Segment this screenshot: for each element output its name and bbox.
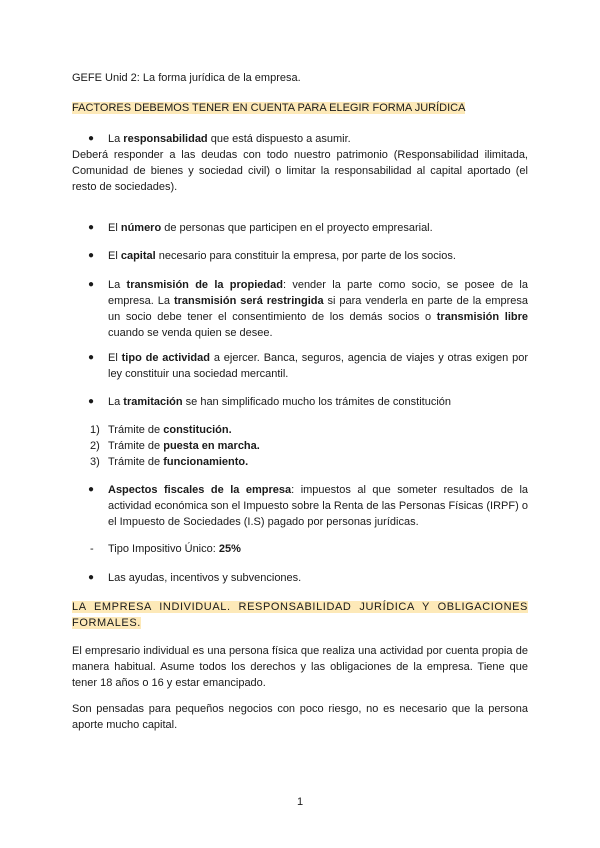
section-heading-empresa-individual (72, 599, 528, 631)
numbered-item-2 (90, 438, 260, 454)
text: : impuestos al que someter resultados de la actividad económica son el Impuesto sobre la Renta de las Personas Físicas (IRPF) o el Impuesto de Sociedades (I.S) pagado por personas jurídicas. (108, 484, 529, 528)
text: La (108, 396, 124, 408)
bullet-icon: ● (88, 396, 95, 407)
page-number: 1 (296, 796, 304, 808)
text: necesario para constituir la empresa, por parte de los socios. (155, 250, 456, 262)
text: Trámite de (108, 456, 164, 468)
item-number: 2) (90, 440, 100, 452)
bullet-icon: ● (88, 222, 95, 233)
item-number: 3) (90, 456, 100, 468)
numbered-item-3 (90, 454, 248, 470)
bullet-icon: ● (88, 572, 95, 583)
text: si para venderla en parte de la empresa un socio debe tener el consentimiento de los demás socios o (108, 295, 529, 323)
text: El (108, 352, 122, 364)
paragraph-pequenos-negocios: Son pensadas para pequeños negocios con poco riesgo, no es necesario que la persona aporte mucho capital. (72, 703, 528, 731)
paragraph-responsabilidad: Deberá responder a las deudas con todo nuestro patrimonio (Responsabilidad ilimitada, Comunidad de bienes y sociedad civil) o limitar la responsabilidad al capital aportado (el resto de sociedades). (72, 149, 528, 193)
dash-marker: - (90, 543, 94, 555)
bold-text: responsabilidad (123, 133, 208, 145)
bold-text: Aspectos fiscales de la empresa (108, 484, 292, 496)
item-number: 1) (90, 424, 100, 436)
bold-text: 25% (218, 543, 241, 555)
bullet-icon: ● (88, 250, 95, 261)
bullet-icon: ● (88, 352, 95, 363)
bold-text: tipo de actividad (121, 352, 210, 364)
bullet-numero (90, 220, 528, 236)
bold-text: transmisión de la propiedad (126, 279, 283, 291)
numbered-item-1 (90, 422, 232, 438)
text: Las ayudas, incentivos y subvenciones. (108, 572, 302, 584)
text: El (108, 222, 121, 234)
bullet-aspectos-fiscales (90, 482, 528, 530)
heading-text: FACTORES DEBEMOS TENER EN CUENTA PARA ELEGIR FORMA JURÍDICA (72, 102, 466, 114)
text: Trámite de (108, 440, 164, 452)
section-heading-factores (72, 100, 528, 116)
bullet-icon: ● (88, 133, 95, 144)
text: Trámite de (108, 424, 164, 436)
document-title: GEFE Unid 2: La forma jurídica de la empresa. (72, 72, 301, 84)
bold-text: transmisión libre (436, 311, 528, 323)
text: a ejercer. Banca, seguros, agencia de viajes y otras exigen por ley constituir una sociedad mercantil. (108, 352, 528, 380)
paragraph-empresario-individual: El empresario individual es una persona física que realiza una actividad por cuenta propia de manera habitual. Asume todos los derechos y las obligaciones de la empresa. Tiene que tener 18 años o 16 y estar emancipado. (72, 645, 528, 689)
bullet-ayudas (90, 570, 528, 586)
bullet-capital (90, 248, 528, 264)
text: que está dispuesto a asumir. (207, 133, 351, 145)
bullet-transmision (90, 277, 528, 341)
bullet-icon: ● (88, 279, 95, 290)
bullet-icon: ● (88, 484, 95, 495)
dash-item-tipo-impositivo (90, 541, 241, 557)
text: se han simplificado mucho los trámites de constitución (182, 396, 451, 408)
bold-text: transmisión será restringida (173, 295, 324, 307)
bullet-tipo-actividad (90, 350, 528, 382)
bold-text: funcionamiento. (163, 456, 249, 468)
bullet-responsabilidad (90, 131, 528, 147)
text: El (108, 250, 121, 262)
text: : vender la parte como socio, se posee de la empresa. La (108, 279, 528, 307)
bold-text: puesta en marcha. (163, 440, 260, 452)
text: cuando se venda quien se desee. (108, 327, 273, 339)
bullet-tramitacion (90, 394, 528, 410)
bold-text: constitución. (163, 424, 232, 436)
bold-text: tramitación (123, 396, 183, 408)
text: de personas que participen en el proyecto empresarial. (161, 222, 433, 234)
text: La (108, 279, 127, 291)
bold-text: número (120, 222, 162, 234)
heading-text: LA EMPRESA INDIVIDUAL. RESPONSABILIDAD JURÍDICA Y OBLIGACIONES FORMALES. (72, 601, 528, 629)
text: La (108, 133, 124, 145)
bold-text: capital (120, 250, 156, 262)
text: Tipo Impositivo Único: (108, 543, 219, 555)
